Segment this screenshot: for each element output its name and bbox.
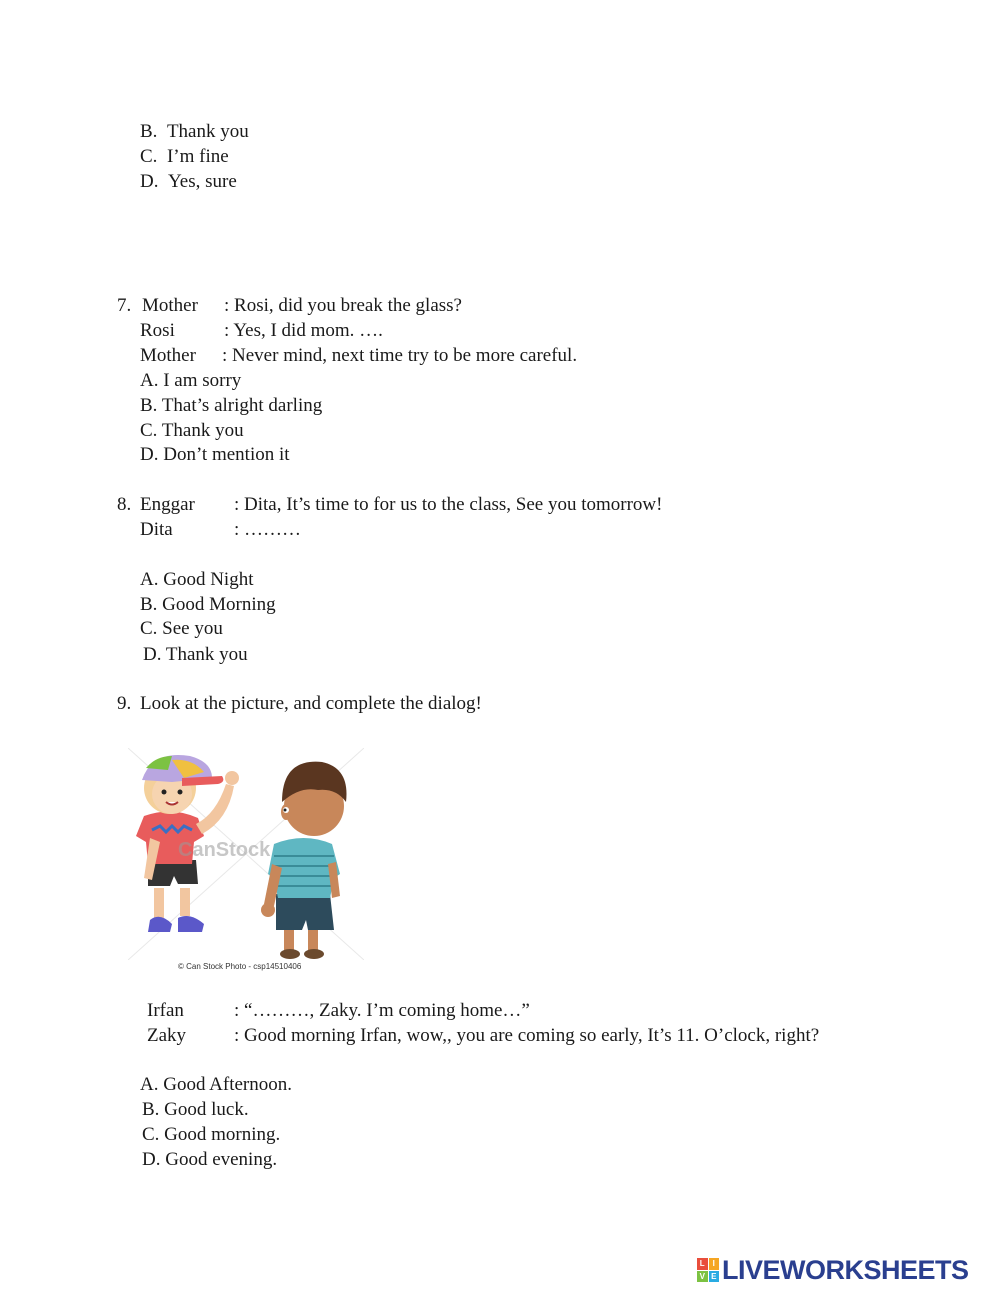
dialog-speaker: Irfan bbox=[147, 1000, 184, 1021]
option-letter: D. bbox=[140, 171, 159, 192]
dialog-speaker: Mother bbox=[140, 345, 196, 366]
dialog-text: : Yes, I did mom. …. bbox=[224, 320, 383, 341]
answer-option[interactable]: B. Good Morning bbox=[140, 594, 276, 615]
two-boys-illustration bbox=[128, 748, 364, 960]
question-number: 9. bbox=[117, 693, 132, 714]
dialog-text: : Dita, It’s time to for us to the class, See you tomorrow! bbox=[234, 494, 663, 515]
option-text: I’m fine bbox=[166, 146, 229, 167]
answer-option[interactable]: C. See you bbox=[140, 618, 223, 639]
answer-option[interactable]: A. Good Afternoon. bbox=[140, 1074, 292, 1095]
badge-letter: I bbox=[709, 1258, 720, 1270]
option-letter: B. bbox=[140, 121, 158, 142]
answer-option[interactable]: B. That’s alright darling bbox=[140, 395, 323, 416]
option-text: Yes, sure bbox=[167, 171, 237, 192]
dialog-speaker: Rosi bbox=[140, 320, 175, 341]
dialog-speaker: Mother bbox=[142, 295, 198, 316]
answer-option[interactable]: B. Good luck. bbox=[142, 1099, 249, 1120]
answer-option[interactable]: D. Thank you bbox=[143, 644, 248, 665]
question-prompt: Look at the picture, and complete the dialog! bbox=[140, 693, 482, 714]
dialog-text: : “………, Zaky. I’m coming home…” bbox=[234, 1000, 530, 1021]
answer-option[interactable]: D. Good evening. bbox=[142, 1149, 278, 1170]
dialog-speaker: Enggar bbox=[140, 494, 195, 515]
answer-option[interactable]: C. Thank you bbox=[140, 420, 244, 441]
q6-option-c bbox=[140, 147, 229, 166]
option-text: Thank you bbox=[166, 121, 249, 142]
answer-option[interactable]: A. Good Night bbox=[140, 569, 254, 590]
boy-with-striped-shirt bbox=[261, 762, 347, 959]
dialog-text: : ……… bbox=[234, 519, 302, 540]
dialog-text: : Rosi, did you break the glass? bbox=[224, 295, 462, 316]
question-number: 7. bbox=[117, 295, 132, 316]
q6-option-b bbox=[140, 122, 249, 141]
image-credit: © Can Stock Photo - csp14510406 bbox=[178, 962, 302, 971]
logo-text: LIVEWORKSHEETS bbox=[722, 1254, 969, 1285]
dialog-speaker: Zaky bbox=[147, 1025, 187, 1046]
dialog-speaker: Dita bbox=[140, 519, 173, 540]
watermark-text: CanStock bbox=[178, 839, 271, 861]
dialog-text: : Good morning Irfan, wow,, you are coming so early, It’s 11. O’clock, right? bbox=[234, 1025, 820, 1046]
badge-letter: E bbox=[709, 1271, 720, 1283]
badge-letter: V bbox=[697, 1271, 708, 1283]
liveworksheets-logo[interactable] bbox=[697, 1256, 969, 1284]
question-number: 8. bbox=[117, 494, 132, 515]
option-letter: C. bbox=[140, 146, 158, 167]
badge-letter: L bbox=[697, 1258, 708, 1270]
logo-badge-icon bbox=[697, 1258, 719, 1282]
answer-option[interactable]: D. Don’t mention it bbox=[140, 444, 290, 465]
answer-option[interactable]: C. Good morning. bbox=[142, 1124, 281, 1145]
dialog-text: : Never mind, next time try to be more careful. bbox=[222, 345, 578, 366]
q6-option-d bbox=[140, 172, 237, 191]
answer-option[interactable]: A. I am sorry bbox=[140, 370, 242, 391]
